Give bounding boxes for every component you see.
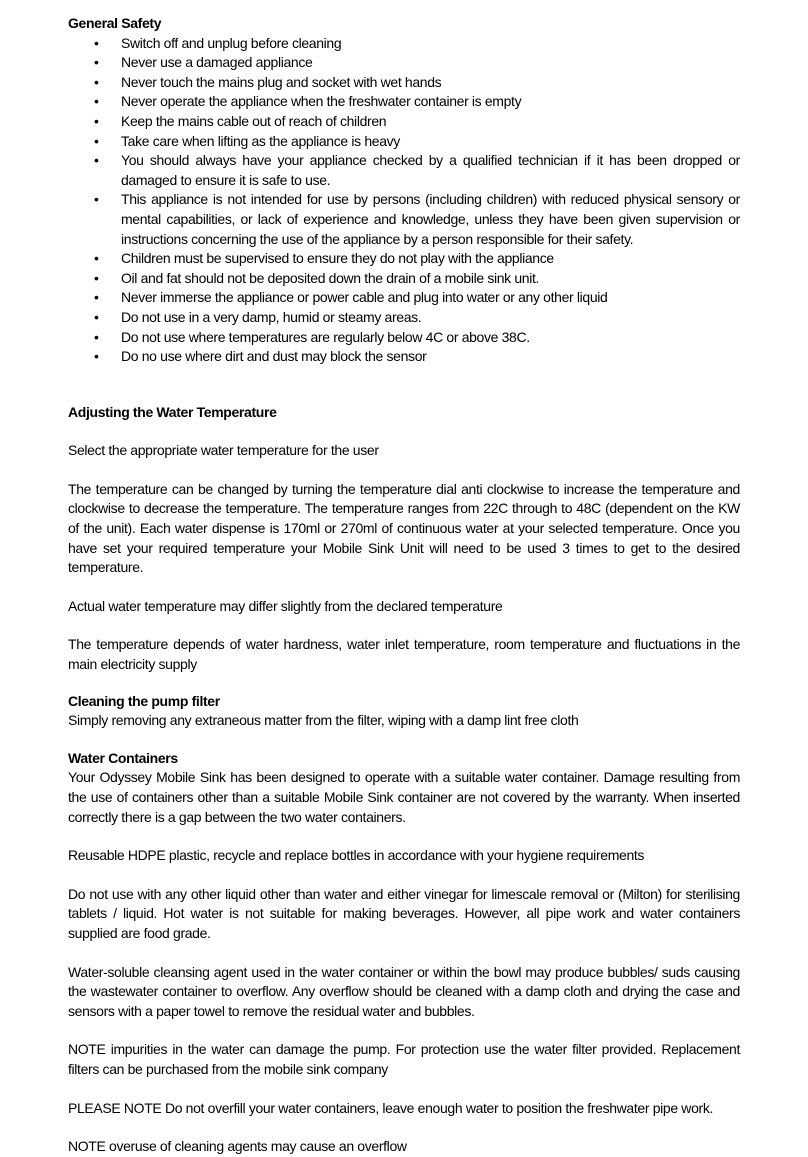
water-temperature-heading: Adjusting the Water Temperature [68,403,277,420]
safety-item: • Keep the mains cable out of reach of children [68,112,740,132]
safety-item: • Never touch the mains plug and socket with wet hands [68,73,740,93]
paragraph: The temperature can be changed by turning the temperature dial anti clockwise to increase the temperature and clockwise to decrease the temperature. The temperature ranges from 22C through to 48C (dependent on the KW of the unit). Each water dispense is 170ml or 270ml of continuous water at your selected temperature. Once you have set your required temperature your Mobile Sink Unit will need to be used 3 times to get to the desired temperature. [68,480,740,576]
pump-filter-heading: Cleaning the pump filter [68,692,220,709]
general-safety-heading: General Safety [68,15,162,31]
safety-item: • Never immerse the appliance or power cable and plug into water or any other liquid [68,288,740,308]
safety-item: • Do not use where temperatures are regularly below 4C or above 38C. [68,328,740,348]
safety-item: • You should always have your appliance checked by a qualified technician if it has been dropped or damaged to ensure it is safe to use. [68,151,740,190]
paragraph: The temperature depends of water hardness, water inlet temperature, room temperature and fluctuations in the main electricity supply [68,636,740,673]
safety-item: • Oil and fat should not be deposited down the drain of a mobile sink unit. [68,269,740,289]
safety-item: • Take care when lifting as the appliance is heavy [68,132,740,152]
paragraph: Simply removing any extraneous matter from the filter, wiping with a damp lint free cloth [68,712,579,729]
safety-item: • Never use a damaged appliance [68,53,740,73]
paragraph: Reusable HDPE plastic, recycle and replace bottles in accordance with your hygiene requirements [68,847,645,864]
paragraph: PLEASE NOTE Do not overfill your water containers, leave enough water to position the freshwater pipe work. [68,1099,714,1116]
paragraph: Actual water temperature may differ slightly from the declared temperature [68,597,503,614]
safety-item: • Never operate the appliance when the freshwater container is empty [68,92,740,112]
pump-filter-section [68,692,740,731]
paragraph: NOTE overuse of cleaning agents may cause an overflow [68,1138,407,1155]
paragraph: Water-soluble cleansing agent used in the water container or within the bowl may produce bubbles/ suds causing the wastewater container to overflow. Any overflow should be cleaned with a damp cloth and drying the case and sensors with a paper towel to remove the residual water and bubbles. [68,963,740,1019]
water-containers-section [68,749,740,1157]
safety-item: • Switch off and unplug before cleaning [68,34,740,54]
safety-item: • Do not use in a very damp, humid or steamy areas. [68,308,740,328]
water-temperature-section [68,403,740,675]
paragraph: Do not use with any other liquid other than water and either vinegar for limescale removal or (Milton) for sterilising tablets / liquid. Hot water is not suitable for making beverages. However, all pipe work and water containers supplied are food grade. [68,885,740,941]
paragraph: NOTE impurities in the water can damage the pump. For protection use the water filter provided. Replacement filters can be purchased from the mobile sink company [68,1041,740,1077]
paragraph: Your Odyssey Mobile Sink has been designed to operate with a suitable water container. Damage resulting from the use of containers other than a suitable Mobile Sink container are not covered by the warranty. When inserted correctly there is a gap between the two water containers. [68,769,740,825]
safety-item: • Children must be supervised to ensure they do not play with the appliance [68,249,740,269]
paragraph: Select the appropriate water temperature for the user [68,442,379,459]
safety-item: • Do no use where dirt and dust may block the sensor [68,347,740,367]
safety-item: • This appliance is not intended for use by persons (including children) with reduced physical sensory or mental capabilities, or lack of experience and knowledge, unless they have been given supervision or instructions concerning the use of the appliance by a person responsible for their safety. [68,190,740,249]
general-safety-list [68,34,740,367]
water-containers-heading: Water Containers [68,749,178,766]
general-safety-section [68,14,740,367]
document-page [68,14,740,1157]
